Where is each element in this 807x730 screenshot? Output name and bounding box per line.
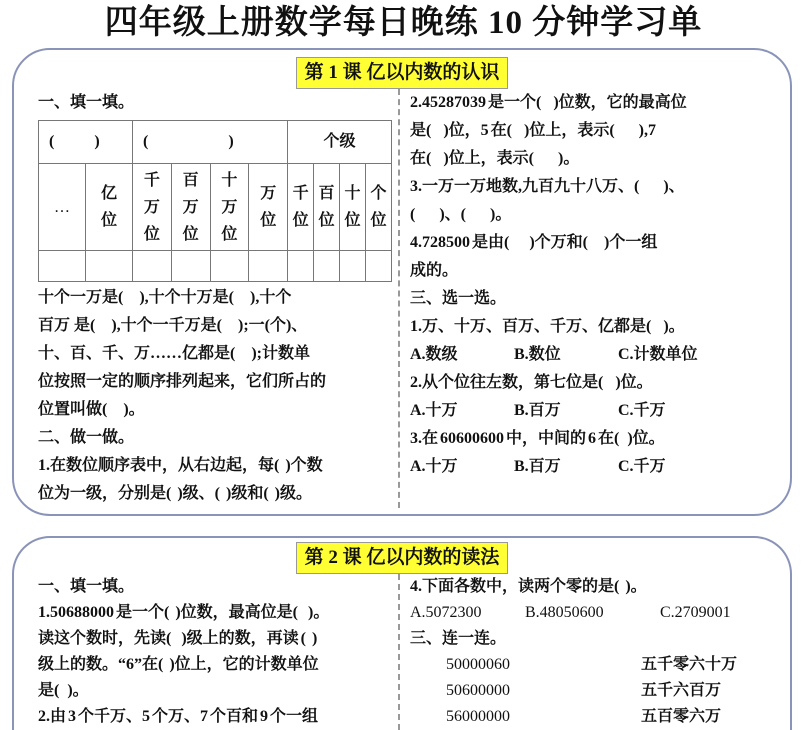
question-2-options	[410, 397, 780, 425]
match-number: 50000060	[446, 656, 510, 673]
text-line: 十个一万是( ),十个十万是( ),十个	[38, 289, 292, 306]
table-cell: …	[39, 164, 86, 251]
match-pair	[410, 678, 780, 704]
option-c: C.千万	[618, 402, 666, 419]
match-reading: 五百零六万	[641, 708, 722, 725]
text-line: 1.50688000 是一个( )位数，最高位是( )。	[38, 604, 330, 621]
match-pair	[410, 652, 780, 678]
table-cell: 千 位	[288, 164, 314, 251]
option-c: C.2709001	[660, 604, 731, 621]
lesson-1-header: 第 1 课 亿以内数的认识	[296, 57, 509, 89]
option-a: A.十万	[410, 402, 458, 419]
table-cell: ( )	[39, 121, 133, 164]
text-line: ( )、( )。	[410, 206, 512, 223]
table-cell: 个级	[288, 121, 392, 164]
text-line: 2.由 3 个千万、5 个万、7 个百和 9 个一组	[38, 708, 319, 725]
lesson-1-right-column	[398, 89, 790, 508]
text-line: 位为一级，分别是( )级、( )级和( )级。	[38, 485, 312, 502]
lesson-2-panel	[12, 536, 792, 730]
section-heading: 一、填一填。	[38, 578, 135, 595]
text-line: 4.728500 是由( )个万和( )个一组	[410, 234, 658, 251]
option-a: A.十万	[410, 458, 458, 475]
question-1: 1.万、十万、百万、千万、亿都是( )。	[410, 318, 685, 335]
table-cell: ( )	[133, 121, 288, 164]
question-3: 3.在 60600600 中，中间的 6 在( )位。	[410, 430, 665, 447]
text-line: 成的。	[410, 262, 459, 279]
text-line: 十、百、千、万……亿都是( );计数单	[38, 345, 310, 362]
option-c: C.计数单位	[618, 346, 698, 363]
text-line: 3.一万一万地数,九百九十八万、( )、	[410, 178, 685, 195]
match-pair	[410, 704, 780, 730]
match-reading: 五千零六十万	[641, 656, 738, 673]
lesson-1-panel	[12, 48, 792, 516]
section-heading: 三、选一选。	[410, 290, 507, 307]
question-1-options	[410, 341, 780, 369]
text-line: 位按照一定的顺序排列起来，它们所占的	[38, 373, 327, 390]
text-line: 读这个数时，先读( )级上的数，再读 ( )	[38, 630, 318, 647]
table-cell: 万 位	[249, 164, 288, 251]
lesson-2-right-column	[398, 574, 790, 730]
table-cell: 百 位	[314, 164, 340, 251]
match-reading: 五千六百万	[641, 682, 722, 699]
text-line: 位置叫做( )。	[38, 401, 145, 418]
question-4: 4.下面各数中，读两个零的是( )。	[410, 578, 647, 595]
text-line: 是( )。	[38, 682, 89, 699]
option-b: B.百万	[514, 458, 561, 475]
option-c: C.千万	[618, 458, 666, 475]
table-cell: 十 万 位	[210, 164, 249, 251]
table-cell: 千 万 位	[133, 164, 172, 251]
place-value-table	[38, 120, 392, 282]
option-b: B.48050600	[525, 604, 604, 621]
match-number: 50600000	[446, 682, 510, 699]
option-b: B.百万	[514, 402, 561, 419]
text-line: 2.45287039 是一个( )位数，它的最高位	[410, 94, 687, 111]
question-4-options	[410, 600, 780, 626]
text-line: 1.在数位顺序表中，从右边起，每( )个数	[38, 457, 323, 474]
option-a: A.数级	[410, 346, 458, 363]
table-cell: 个 位	[365, 164, 391, 251]
lesson-2-left-column	[14, 574, 398, 730]
match-number: 56000000	[446, 708, 510, 725]
table-cell: 十 位	[340, 164, 366, 251]
lesson-2-header: 第 2 课 亿以内数的读法	[296, 542, 509, 574]
text-line: 百万 是( ),十个一千万是( );一(个)、	[38, 317, 308, 334]
section-heading: 三、连一连。	[410, 630, 507, 647]
page-title: 四年级上册数学每日晚练 10 分钟学习单	[104, 5, 703, 41]
option-a: A.5072300	[410, 604, 482, 621]
section-heading: 二、做一做。	[38, 429, 135, 446]
lesson-1-left-column	[14, 89, 398, 508]
question-2: 2.从个位往左数，第七位是( )位。	[410, 374, 653, 391]
section-heading: 一、填一填。	[38, 94, 135, 111]
table-cell: 亿 位	[86, 164, 133, 251]
text-line: 在( )位上，表示( )。	[410, 150, 580, 167]
option-b: B.数位	[514, 346, 561, 363]
question-3-options	[410, 453, 780, 481]
text-line: 级上的数。“6”在( )位上，它的计数单位	[38, 656, 319, 673]
table-cell: 百 万 位	[171, 164, 210, 251]
text-line: 是( )位，5 在( )位上，表示( ),7	[410, 122, 656, 139]
